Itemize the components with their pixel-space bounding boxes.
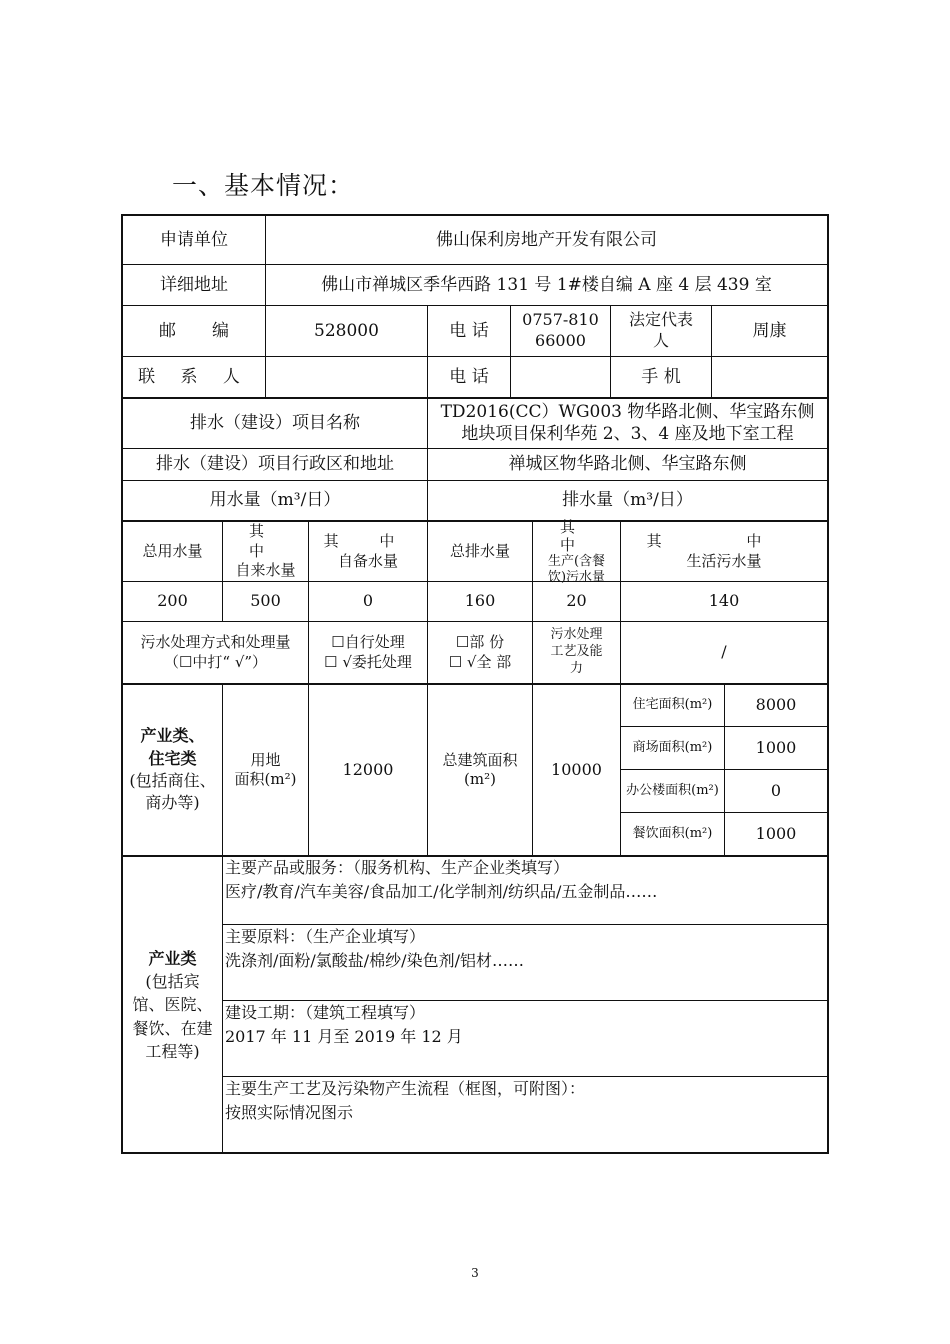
production-wastewater-header: [533, 517, 620, 585]
applicant-value: 佛山保利房地产开发有限公司: [436, 229, 657, 250]
domestic-header-line1: 其 中: [646, 532, 802, 550]
domestic-wastewater-header: [621, 522, 827, 581]
residential-area-value: 8000: [755, 695, 797, 715]
products-label: 主要产品或服务：（服务机构、生产企业类填写）: [225, 858, 570, 877]
phone-value-line2: 66000: [535, 331, 586, 350]
project-name-label: 排水（建设）项目名称: [190, 413, 360, 434]
mobile-label: 手 机: [641, 366, 681, 387]
contact-label: 联 系 人: [138, 366, 250, 387]
residential-category-line1: 产业类、: [140, 726, 205, 746]
self-treatment-checkbox[interactable]: ☐自行处理: [331, 633, 405, 651]
partial-treatment-checkbox[interactable]: ☐部 份: [455, 633, 505, 651]
project-location-label: 排水（建设）项目行政区和地址: [156, 454, 394, 475]
domestic-wastewater-value: 140: [708, 591, 740, 611]
products-value: 医疗/教育/汽车美容/食品加工/化学制剂/纺织品/五金制品……: [225, 882, 658, 901]
floor-area-label-line1: 总建筑面积: [442, 750, 518, 769]
total-use-value: 200: [157, 591, 188, 611]
full-treatment-checkbox[interactable]: ☐ √全 部: [448, 652, 512, 671]
industry-category-line3: 馆、医院、: [132, 995, 213, 1015]
treatment-label: [123, 622, 308, 683]
treatment-process-label: [533, 622, 620, 683]
project-name-line1: TD2016(CC）WG003 物华路北侧、华宝路东侧: [440, 402, 815, 423]
postcode-label: 邮 编: [159, 320, 229, 341]
treatment-process-label-line1: 污水处理: [550, 627, 603, 643]
applicant-label: 申请单位: [160, 229, 228, 250]
mall-area-value: 1000: [755, 737, 797, 757]
mall-area-label: 商场面积(m²): [632, 739, 713, 755]
self-water-header-line2: 自备水量: [337, 551, 398, 570]
land-area-value: 12000: [342, 759, 394, 779]
phone-value: [511, 306, 610, 356]
industry-category-line5: 工程等): [145, 1041, 200, 1061]
residential-category-label: [123, 685, 222, 855]
treatment-label-line1: 污水处理方式和处理量: [140, 633, 291, 651]
treatment-method-options: [309, 622, 427, 683]
land-area-label: [223, 685, 308, 855]
treatment-process-label-line2: 工艺及能: [550, 644, 603, 660]
total-drain-header: 总排水量: [449, 541, 510, 560]
catering-area-label: 餐饮面积(m²): [632, 825, 713, 841]
treatment-process-label-line3: 力: [569, 660, 583, 676]
tap-water-header: [223, 522, 308, 581]
total-drain-value: 160: [464, 591, 496, 611]
treatment-label-line2: （☐中打“ √”）: [163, 652, 268, 671]
contact-phone-value: [511, 357, 610, 397]
industry-category-line4: 餐饮、在建: [132, 1018, 213, 1038]
residential-area-label: 住宅面积(m²): [632, 697, 713, 713]
land-area-label-line1: 用地: [250, 750, 281, 769]
self-water-header-line1: 其 中: [323, 532, 413, 550]
legal-rep-label-line2: 人: [652, 331, 669, 350]
project-name-value: [428, 399, 827, 448]
tap-water-header-line2: 自来水量: [235, 561, 296, 580]
production-header-line1: 其 中: [559, 517, 593, 554]
entrusted-treatment-checkbox[interactable]: ☐ √委托处理: [324, 652, 412, 671]
process-flow-label: 主要生产工艺及污染物产生流程（框图，可附图）：: [225, 1079, 586, 1098]
phone-label: 电 话: [449, 320, 489, 341]
self-water-value: 0: [362, 591, 374, 611]
catering-area-value: 1000: [755, 823, 797, 843]
water-use-header: 用水量（m³/日）: [209, 490, 341, 511]
treatment-process-value: /: [721, 642, 727, 662]
process-flow-value: 按照实际情况图示: [225, 1103, 354, 1122]
residential-category-line2: 住宅类: [148, 748, 197, 768]
legal-rep-label: [611, 306, 711, 356]
treatment-scope-options: [428, 622, 532, 683]
production-header-line2: 生产(含餐: [547, 553, 606, 569]
drainage-header: 排水量（m³/日）: [562, 490, 693, 511]
construction-period-label: 建设工期：（建筑工程填写）: [225, 1003, 426, 1022]
industry-category-line1: 产业类: [148, 949, 197, 969]
phone-value-line1: 0757-810: [522, 310, 599, 330]
materials-value: 洗涤剂/面粉/氯酸盐/棉纱/染色剂/铝材……: [225, 951, 524, 970]
self-water-header: [309, 522, 427, 581]
industry-category-label: [123, 857, 222, 1153]
office-area-value: 0: [770, 780, 782, 800]
project-name-line2: 地块项目保利华苑 2、3、4 座及地下室工程: [461, 423, 794, 444]
section-heading: 一、基本情况：: [172, 171, 355, 200]
residential-category-line4: 商办等): [145, 793, 200, 813]
residential-category-line3: (包括商住、: [129, 771, 216, 790]
materials-label: 主要原料：（生产企业填写）: [225, 927, 426, 946]
floor-area-value: 10000: [551, 759, 602, 779]
legal-rep-label-line1: 法定代表: [628, 310, 693, 330]
contact-phone-label: 电 话: [449, 366, 489, 387]
tap-water-value: 500: [250, 591, 281, 611]
construction-period-value: 2017 年 11 月至 2019 年 12 月: [225, 1027, 463, 1046]
project-location-value: 禅城区物华路北侧、华宝路东侧: [508, 454, 747, 475]
industry-category-line2: (包括宾: [145, 972, 200, 992]
legal-rep-value: 周康: [752, 320, 787, 341]
land-area-label-line2: 面积(m²): [234, 770, 297, 788]
address-label: 详细地址: [160, 274, 228, 295]
floor-area-label-line2: (m²): [464, 770, 496, 788]
address-value: 佛山市禅城区季华西路 131 号 1#楼自编 A 座 4 层 439 室: [321, 274, 772, 295]
mobile-value: [712, 357, 827, 397]
page-number: 3: [471, 1266, 479, 1280]
domestic-header-line2: 生活污水量: [686, 551, 762, 570]
production-header-line3: 饮)污水量: [547, 569, 606, 585]
postcode-value: 528000: [314, 320, 379, 341]
contact-value: [266, 357, 427, 397]
total-use-header: 总用水量: [142, 541, 203, 560]
office-area-label: 办公楼面积(m²): [626, 782, 719, 798]
tap-water-header-line1: 其 中: [248, 522, 282, 560]
floor-area-label: [428, 685, 532, 855]
production-wastewater-value: 20: [566, 591, 587, 611]
